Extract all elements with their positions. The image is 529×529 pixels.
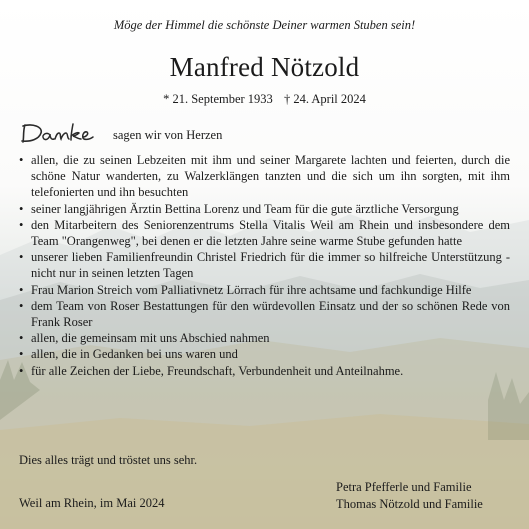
thanks-list xyxy=(19,152,510,379)
list-item: • den Mitarbeitern des Seniorenzentrums Stella Vitalis Weil am Rhein und insbesondere dem Team "Orangenweg", bei denen er die letzten Jahre seine warme Stube gefunden hatte xyxy=(19,217,510,249)
signers xyxy=(336,479,483,512)
birth-date: * 21. September 1933 xyxy=(163,92,273,106)
closing-sentence: Dies alles trägt und tröstet uns sehr. xyxy=(19,453,198,467)
list-item: • seiner langjährigen Ärztin Bettina Lorenz und Team für die gute ärztliche Versorgung xyxy=(19,201,510,217)
signer: Petra Pfefferle und Familie xyxy=(336,480,472,494)
danke-script-logo xyxy=(19,121,107,145)
list-item: • Frau Marion Streich vom Palliativnetz Lörrach für ihre achtsame und fachkundige Hilfe xyxy=(19,282,510,298)
life-dates xyxy=(0,92,529,107)
motto: Möge der Himmel die schönste Deiner warmen Stuben sein! xyxy=(113,18,416,32)
signer: Thomas Nötzold und Familie xyxy=(336,496,483,511)
place-and-date: Weil am Rhein, im Mai 2024 xyxy=(19,496,165,510)
list-item: • allen, die zu seinen Lebzeiten mit ihm und seiner Margarete lachten und feierten, durch die schöne Natur wanderten, zu Walzerklängen tanzten und die sich um ihn sorgten, mit ihm telefonierten und ihn besuchten xyxy=(19,152,510,201)
list-item: • unserer lieben Familienfreundin Christel Friedrich für die immer so hilfreiche Unterstützung - nicht nur in seinen letzten Tagen xyxy=(19,249,510,281)
thanks-text: sagen wir von Herzen xyxy=(113,127,223,142)
thanks-line xyxy=(19,120,222,146)
list-item: • allen, die in Gedanken bei uns waren und xyxy=(19,346,510,362)
death-date: † 24. April 2024 xyxy=(283,92,366,106)
list-item: • für alle Zeichen der Liebe, Freundschaft, Verbundenheit und Anteilnahme. xyxy=(19,363,510,379)
list-item: • allen, die gemeinsam mit uns Abschied nahmen xyxy=(19,330,510,346)
list-item: • dem Team von Roser Bestattungen für den würdevollen Einsatz und der so schönen Rede von Frank Roser xyxy=(19,298,510,330)
deceased-name: Manfred Nötzold xyxy=(169,52,360,82)
